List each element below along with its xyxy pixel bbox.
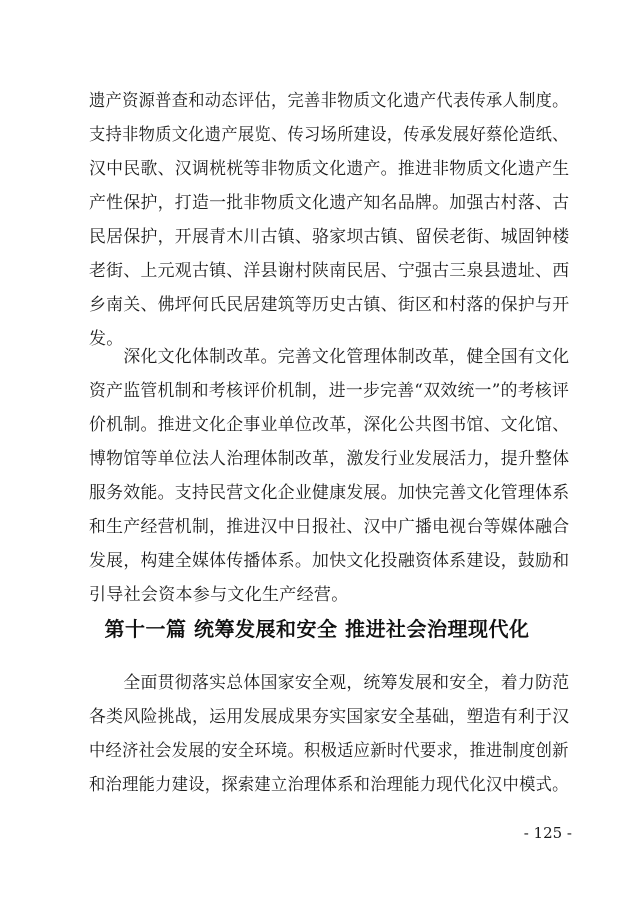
text-line: 遗产资源普查和动态评估，完善非物质文化遗产代表传承人制度。: [89, 91, 569, 111]
text-line: 产性保护，打造一批非物质文化遗产知名品牌。加强古村落、古: [89, 193, 570, 213]
text-line: 民居保护，开展青木川古镇、骆家坝古镇、留侯老街、城固钟楼: [89, 227, 570, 247]
text-line: 发。: [89, 329, 124, 349]
text-line: 深化文化体制改革。完善文化管理体制改革，健全国有文化: [89, 347, 570, 367]
paragraph-cultural-reform: [89, 340, 569, 612]
text-line: 资产监管机制和考核评价机制，进一步完善“双效统一”的考核评: [89, 381, 570, 401]
text-line: 价机制。推进文化企事业单位改革，深化公共图书馆、文化馆、: [89, 415, 570, 435]
page-number: - 125 -: [523, 824, 572, 842]
text-line: 各类风险挑战，运用发展成果夯实国家安全基础，塑造有利于汉: [89, 707, 570, 727]
text-line: 和生产经营机制，推进汉中日报社、汉中广播电视台等媒体融合: [89, 517, 570, 537]
text-line: 汉中民歌、汉调桄桄等非物质文化遗产。推进非物质文化遗产生: [89, 159, 570, 179]
text-line: 和治理能力建设，探索建立治理体系和治理能力现代化汉中模式。: [89, 775, 569, 795]
text-line: 发展，构建全媒体传播体系。加快文化投融资体系建设，鼓励和: [89, 551, 570, 571]
chapter-heading-text: 第十一篇 统筹发展和安全 推进社会治理现代化: [104, 617, 530, 641]
text-line: 乡南关、佛坪何氏民居建筑等历史古镇、街区和村落的保护与开: [89, 295, 570, 315]
text-line: 老街、上元观古镇、洋县谢村陕南民居、宁强古三泉县遗址、西: [89, 261, 570, 281]
text-line: 服务效能。支持民营文化企业健康发展。加快完善文化管理体系: [89, 483, 570, 503]
paragraph-heritage: [89, 84, 569, 356]
text-line: 博物馆等单位法人治理体制改革，激发行业发展活力，提升整体: [89, 449, 570, 469]
text-line: 中经济社会发展的安全环境。积极适应新时代要求，推进制度创新: [89, 741, 569, 761]
text-line: 引导社会资本参与文化生产经营。: [89, 585, 349, 605]
text-line: 全面贯彻落实总体国家安全观，统筹发展和安全，着力防范: [89, 673, 570, 693]
paragraph-security: [89, 666, 569, 802]
chapter-heading: [0, 612, 634, 646]
text-line: 支持非物质文化遗产展览、传习场所建设，传承发展好蔡伦造纸、: [89, 125, 569, 145]
